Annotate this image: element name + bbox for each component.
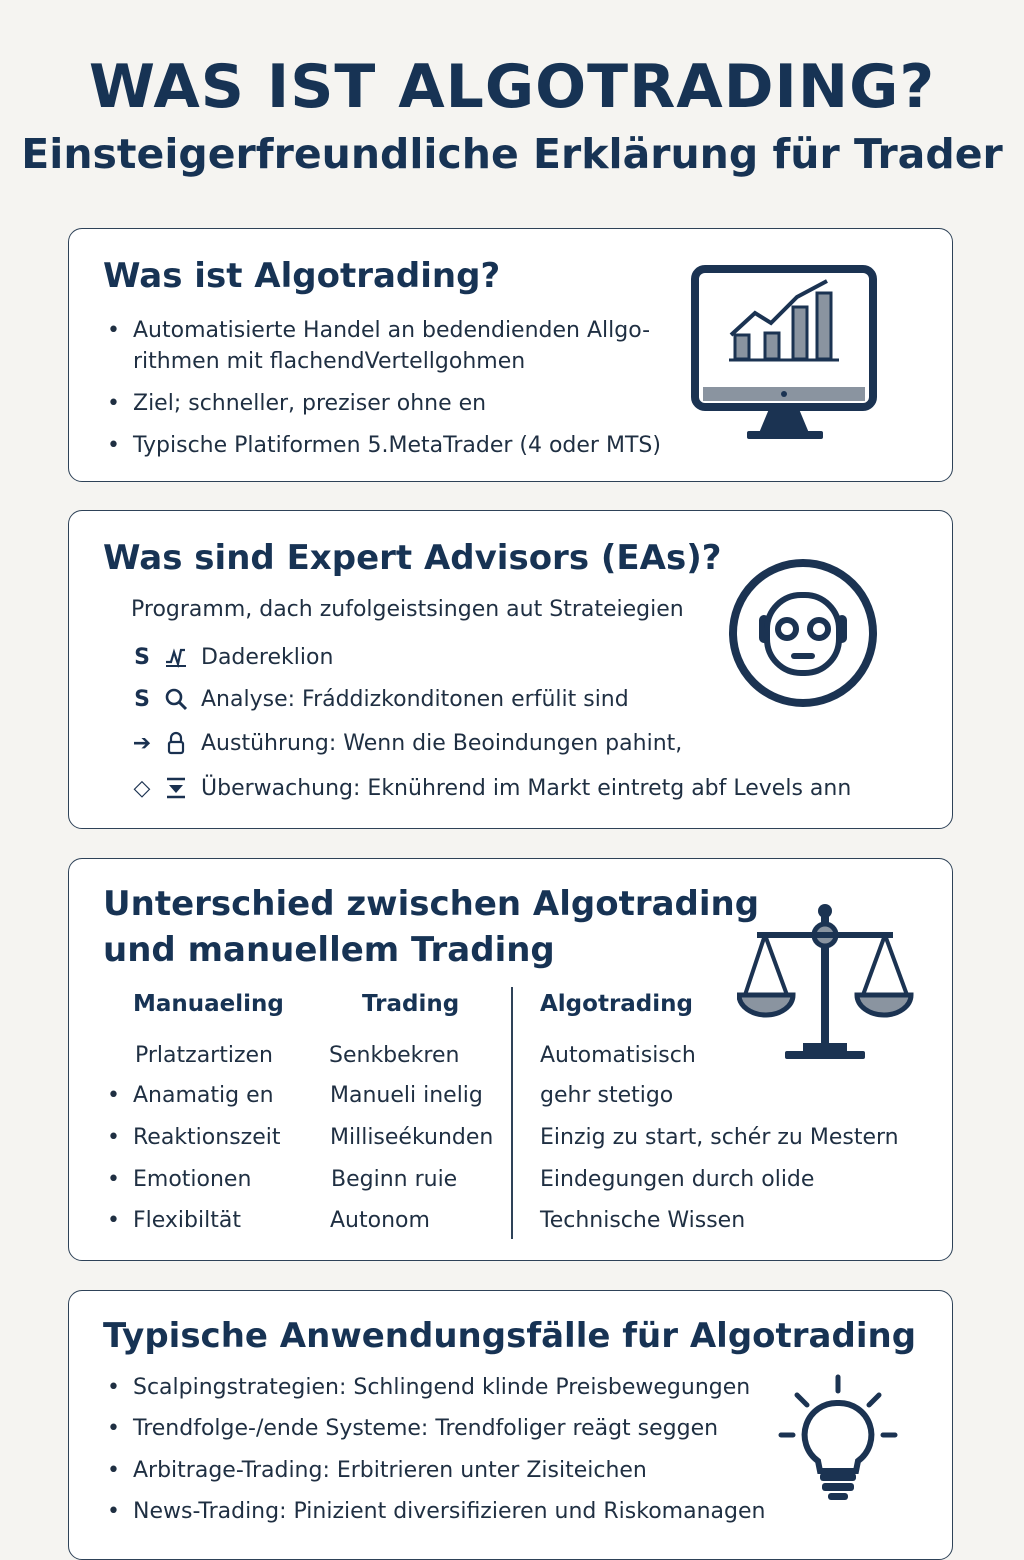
download-icon	[163, 775, 189, 801]
intro-text: Programm, dach zufolgeistsingen aut Strateiegien	[131, 597, 684, 622]
card-what-is-algotrading	[68, 228, 953, 482]
main-title: WAS IST ALGOTRADING?	[88, 52, 936, 122]
column-header-trading: Trading	[362, 991, 460, 1017]
magnifier-icon	[163, 686, 189, 712]
lightbulb-icon	[775, 1373, 901, 1507]
card-title: Unterschied zwischen Algotrading	[103, 884, 760, 924]
table-cell: Senkbekren	[329, 1043, 460, 1068]
list-item: • Scalpingstrategien: Schlingend klinde Preisbewegungen	[107, 1372, 807, 1403]
table-cell: Autonom	[330, 1208, 430, 1233]
column-header-manual: Manuaeling	[133, 991, 284, 1017]
step-text: Dadereklion	[201, 644, 334, 670]
lock-icon	[163, 730, 189, 756]
computer-monitor-chart-icon	[689, 263, 881, 445]
card-title-line2: und manuellem Trading	[103, 930, 555, 970]
table-cell: Flexibiltät	[133, 1208, 241, 1233]
table-cell: Milliseékunden	[330, 1125, 494, 1150]
table-cell: Anamatig en	[133, 1083, 274, 1108]
card-expert-advisors	[68, 510, 953, 829]
list-item: • Trendfolge-/ende Systeme: Trendfoliger reägt seggen	[107, 1413, 807, 1444]
signal-wave-icon	[163, 644, 189, 670]
subtitle: Einsteigerfreundliche Erklärung für Trader	[21, 130, 1003, 178]
robot-face-icon	[727, 557, 879, 709]
table-cell: gehr stetigo	[540, 1083, 674, 1108]
card-title: Was ist Algotrading?	[103, 256, 501, 296]
table-cell: Prlatzartizen	[135, 1043, 273, 1068]
bullet-list	[107, 1372, 807, 1527]
step-symbol: ➔	[132, 730, 152, 756]
step-row	[131, 770, 851, 806]
table-cell: Eindegungen durch olide	[540, 1167, 815, 1192]
card-comparison	[68, 858, 953, 1261]
bullet: •	[107, 1208, 120, 1233]
bullet: •	[107, 1167, 120, 1192]
card-title: Was sind Expert Advisors (EAs)?	[103, 538, 722, 578]
list-item: • Ziel; schneller, preziser ohne en	[107, 388, 687, 419]
step-text: Analyse: Fráddizkonditonen erfülit sind	[201, 686, 629, 712]
step-text: Überwachung: Eknührend im Markt eintretg abf Levels ann	[201, 775, 852, 801]
step-symbol: S	[134, 686, 150, 712]
step-row	[131, 639, 333, 675]
table-cell: Reaktionszeit	[133, 1125, 281, 1150]
table-cell: Automatisisch	[540, 1043, 696, 1068]
step-row	[131, 681, 629, 717]
list-item: • Automatisierte Handel an bedendienden Allgo- rithmen mit flachendVertellgohmen	[107, 315, 687, 377]
table-cell: Emotionen	[133, 1167, 252, 1192]
balance-scale-icon	[737, 899, 917, 1063]
table-cell: Einzig zu start, schér zu Mestern	[540, 1125, 899, 1150]
step-text: Austührung: Wenn die Beoindungen pahint,	[201, 730, 683, 756]
table-cell: Beginn ruie	[331, 1167, 458, 1192]
list-item: • Typische Platiformen 5.MetaTrader (4 oder MTS)	[107, 430, 687, 461]
table-cell: Technische Wissen	[540, 1208, 746, 1233]
bullet: •	[107, 1125, 120, 1150]
column-divider	[511, 987, 513, 1239]
table-cell: Manueli inelig	[330, 1083, 483, 1108]
column-header-algotrading: Algotrading	[540, 991, 693, 1017]
card-use-cases	[68, 1290, 953, 1560]
card-title: Typische Anwendungsfälle für Algotrading	[103, 1316, 917, 1356]
bullet: •	[107, 1083, 120, 1108]
bullet-list	[107, 315, 687, 461]
step-row	[131, 725, 682, 761]
list-item: • News-Trading: Pinizient diversifizieren und Riskomanagen	[107, 1496, 807, 1527]
step-symbol: ◇	[133, 775, 151, 801]
step-symbol: S	[134, 644, 150, 670]
list-item: • Arbitrage-Trading: Erbitrieren unter Zisiteichen	[107, 1455, 807, 1486]
